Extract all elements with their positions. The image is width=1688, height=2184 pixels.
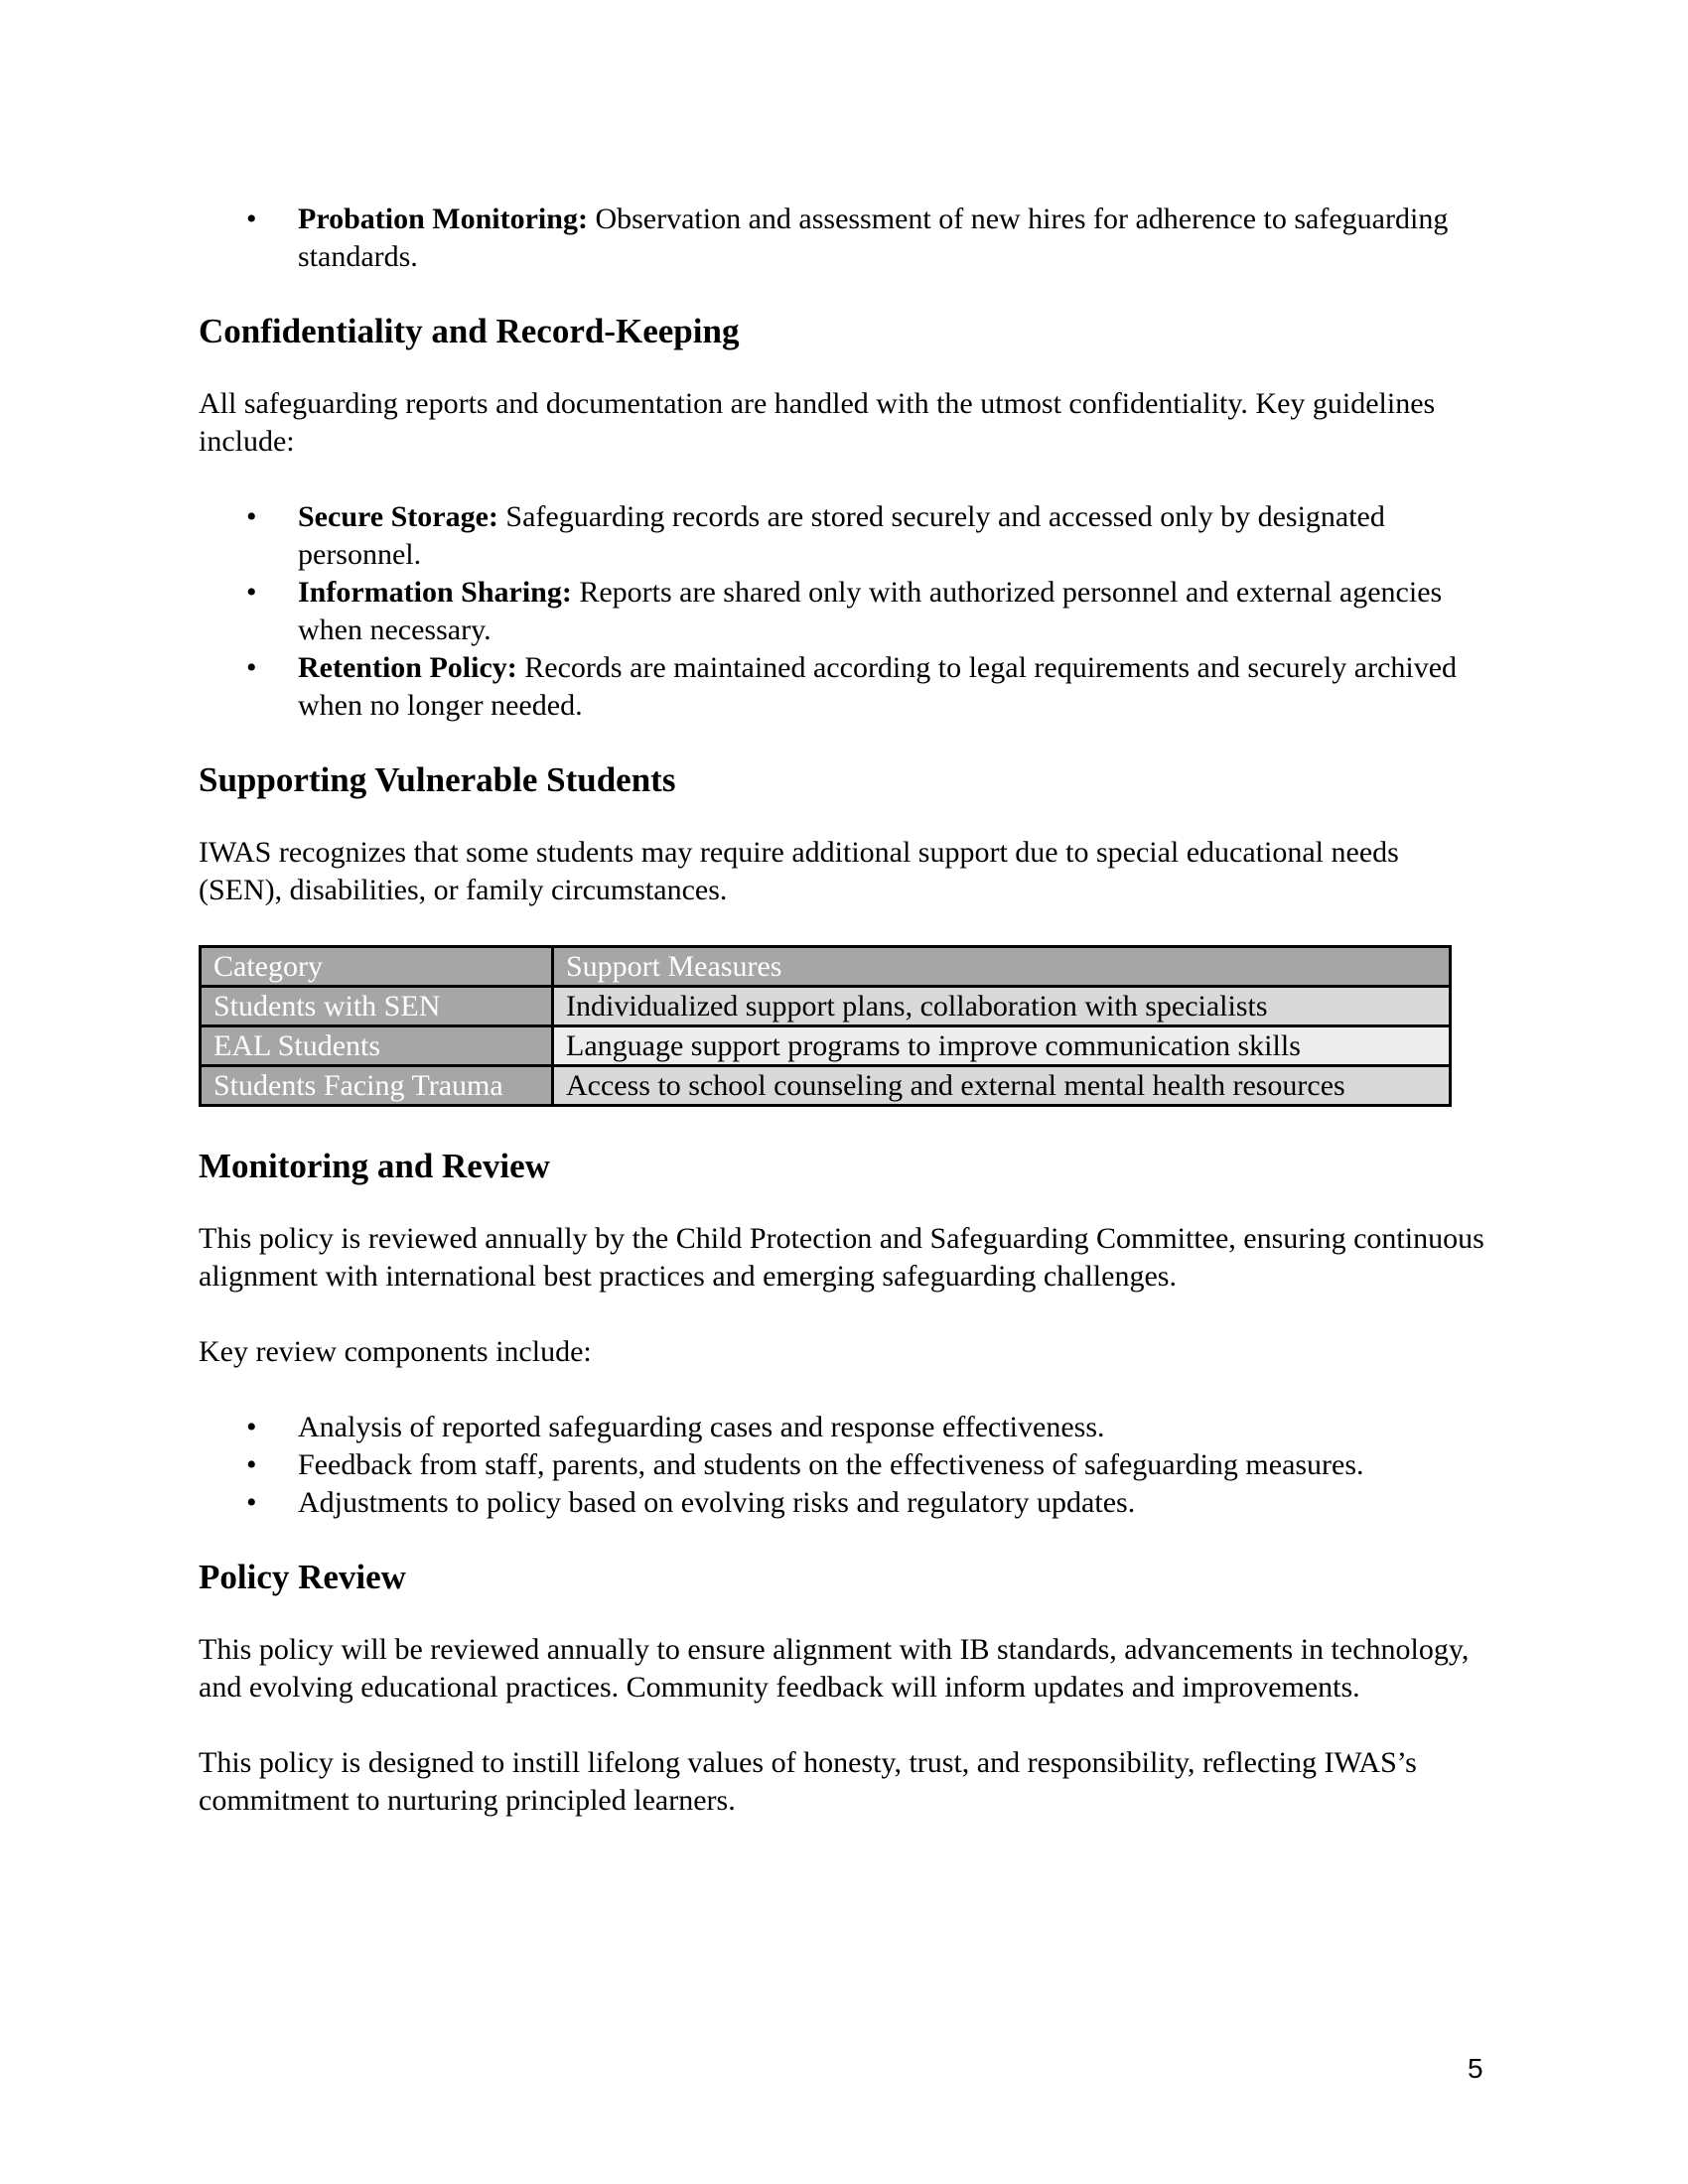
monitoring-components-intro: Key review components include: (199, 1335, 592, 1368)
header-category: Category (201, 947, 553, 987)
table-row (201, 987, 1451, 1026)
document-page (199, 199, 1489, 1820)
table-row (201, 1026, 1451, 1066)
confidentiality-intro: All safeguarding reports and documentation are handled with the utmost confidentiality. Key guidelines include: (199, 387, 1436, 458)
monitoring-bullet-list (199, 1409, 1489, 1522)
category-cell: EAL Students (201, 1026, 553, 1066)
bullet-icon: • (246, 1486, 257, 1519)
bullet-label: Information Sharing: (298, 576, 572, 609)
category-cell: Students Facing Trauma (201, 1066, 553, 1106)
category-cell: Students with SEN (201, 987, 553, 1026)
support-measure-cell: Language support programs to improve communication skills (553, 1026, 1451, 1066)
list-item (199, 498, 1489, 574)
section-heading-confidentiality: Confidentiality and Record-Keeping (199, 312, 740, 350)
monitoring-paragraph: This policy is reviewed annually by the Child Protection and Safeguarding Committee, ensuring continuous alignment with international best practices and emerging safeguarding challenges. (199, 1222, 1484, 1293)
bullet-icon: • (246, 576, 257, 609)
page-number: 5 (1468, 2053, 1483, 2084)
support-measure-cell: Access to school counseling and external mental health resources (553, 1066, 1451, 1106)
bullet-text: Records are maintained according to legal requirements and securely archived when no longer needed. (298, 651, 1458, 722)
probation-bullet-list (199, 201, 1489, 276)
policy-review-paragraph-1: This policy will be reviewed annually to ensure alignment with IB standards, advancements in technology, and evolving educational practices. Community feedback will inform updates and improvements. (199, 1633, 1470, 1704)
bullet-icon: • (246, 203, 257, 235)
support-measure-cell: Individualized support plans, collaboration with specialists (553, 987, 1451, 1026)
bullet-icon: • (246, 651, 257, 684)
bullet-icon: • (246, 1448, 257, 1481)
list-item (199, 1409, 1489, 1446)
list-item (199, 1446, 1489, 1484)
bullet-label: Probation Monitoring: (298, 203, 588, 235)
bullet-label: Retention Policy: (298, 651, 517, 684)
section-heading-policy-review: Policy Review (199, 1558, 406, 1596)
bullet-text: Safeguarding records are stored securely and accessed only by designated personnel. (298, 500, 1385, 571)
list-item (199, 574, 1489, 649)
policy-review-paragraph-2: This policy is designed to instill lifelong values of honesty, trust, and responsibility, reflecting IWAS’s commitment to nurturing principled learners. (199, 1746, 1417, 1817)
bullet-text: Reports are shared only with authorized personnel and external agencies when necessary. (298, 576, 1443, 646)
vulnerable-intro: IWAS recognizes that some students may require additional support due to special educational needs (SEN), disabilities, or family circumstances. (199, 836, 1399, 906)
section-heading-vulnerable-students: Supporting Vulnerable Students (199, 760, 676, 799)
bullet-label: Secure Storage: (298, 500, 498, 533)
list-item (199, 201, 1489, 276)
bullet-text: Feedback from staff, parents, and students on the effectiveness of safeguarding measures. (298, 1448, 1364, 1481)
section-heading-monitoring: Monitoring and Review (199, 1147, 550, 1185)
bullet-text: Adjustments to policy based on evolving risks and regulatory updates. (298, 1486, 1136, 1519)
list-item (199, 649, 1489, 725)
table-header-row (201, 947, 1451, 987)
bullet-icon: • (246, 500, 257, 533)
support-measures-table (199, 945, 1452, 1107)
confidentiality-bullet-list (199, 498, 1489, 725)
table-row (201, 1066, 1451, 1106)
bullet-text: Analysis of reported safeguarding cases and response effectiveness. (298, 1411, 1105, 1443)
bullet-text: Observation and assessment of new hires for adherence to safeguarding standards. (298, 203, 1449, 273)
header-support-measures: Support Measures (553, 947, 1451, 987)
bullet-icon: • (246, 1411, 257, 1443)
list-item (199, 1484, 1489, 1522)
